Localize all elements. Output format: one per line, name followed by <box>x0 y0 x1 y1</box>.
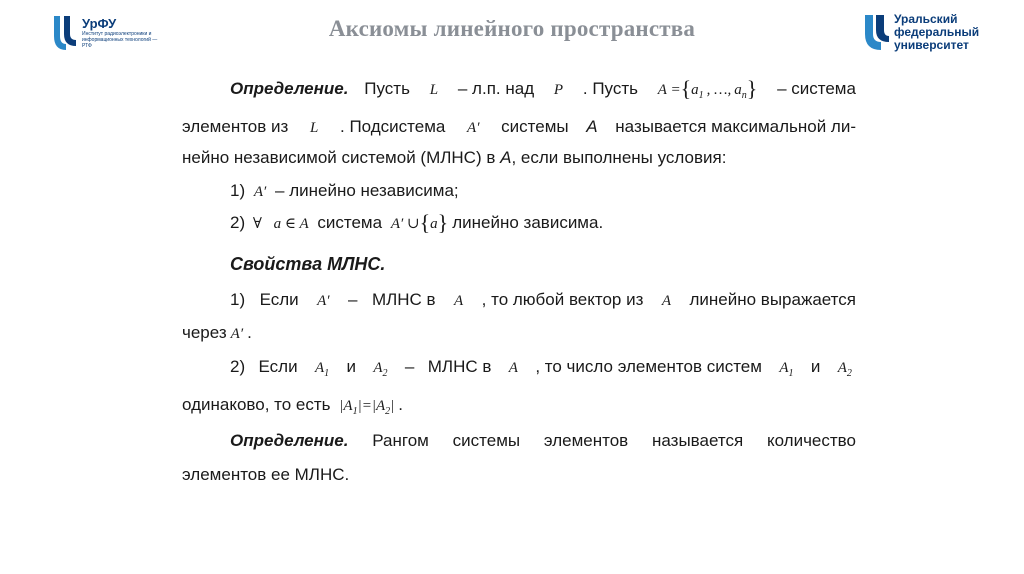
rank-definition-line-2: элементов ее МЛНС. <box>182 465 350 484</box>
definition-line-1: Определение. Пусть L – л.п. над P . Пусть $A =\{a_1$ , …, $a_n$} – система <box>230 79 856 106</box>
urfu-brand: УрФУ <box>82 16 117 31</box>
definition-heading-2: Определение. <box>230 431 349 450</box>
definition-line-2: элементов из L . Подсистема A′ системы A называется максимальной ли- <box>182 117 856 136</box>
property-2-line-2: одинаково, то есть $|A_1|=|A_2|$ . <box>182 395 403 417</box>
cardinality-equation: $|A_1|=|A_2|$ <box>339 398 395 417</box>
properties-heading: Свойства МЛНС. <box>230 254 386 274</box>
property-1-line-2: через A′ . <box>182 323 252 342</box>
property-2-line-1: 2) Если $A_1$ и $A_2$ – МЛНС в A , то число элементов систем $A_1$ и $A_2$ <box>230 357 852 379</box>
definition-line-3: нейно независимой системой (МЛНС) в A, если выполнены условия: <box>182 148 727 167</box>
property-1-line-1: 1) Если A′ – МЛНС в A , то любой вектор из A линейно выражается <box>230 290 856 309</box>
condition-2: 2) ∀ a ∈ A система A′ ∪{a} линейно зависима. <box>230 210 604 235</box>
slide-title: Аксиомы линейного пространства <box>328 16 696 41</box>
definition-heading: Определение. <box>230 79 349 98</box>
university-name: Уральский федеральный университет <box>894 12 980 52</box>
condition-1: 1) A′ – линейно независима; <box>230 181 459 200</box>
rank-definition-line-1: Определение. Рангом системы элементов называется количество <box>230 431 856 450</box>
institute-name: Институт радиоэлектроники и информационных технологий — РТФ <box>82 31 158 49</box>
set-A-formula: $A =\{a_1$ , …, $a_n$} <box>657 76 758 101</box>
